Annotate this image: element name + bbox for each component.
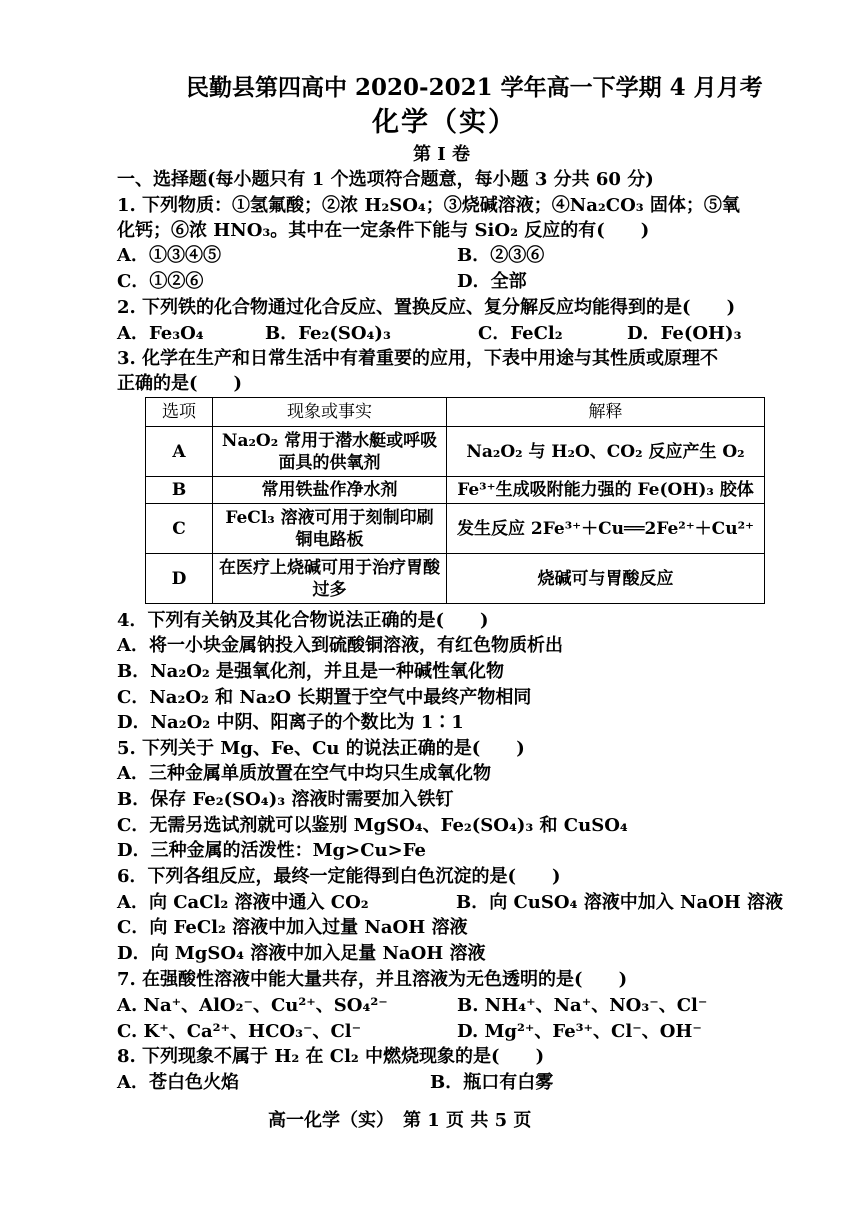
table-cell: 在医疗上烧碱可用于治疗胃酸过多 bbox=[213, 554, 447, 604]
q6-option-a: A．向 CaCl₂ 溶液中通入 CO₂ bbox=[117, 892, 369, 913]
table-cell: 烧碱可与胃酸反应 bbox=[447, 554, 765, 604]
table-row bbox=[146, 477, 765, 504]
q6-option-c: C．向 FeCl₂ 溶液中加入过量 NaOH 溶液 bbox=[117, 917, 468, 938]
q7-option-b: B. NH₄⁺、Na⁺、NO₃⁻、Cl⁻ bbox=[457, 995, 708, 1016]
q3-stem-line1: 3. 化学在生产和日常生活中有着重要的应用，下表中用途与其性质或原理不 bbox=[117, 348, 719, 369]
table-row bbox=[146, 427, 765, 477]
q1-option-b: B．②③⑥ bbox=[457, 245, 545, 266]
q4-option-b: B．Na₂O₂ 是强氧化剂，并且是一种碱性氧化物 bbox=[117, 661, 505, 682]
q1-option-d: D．全部 bbox=[457, 271, 527, 292]
table-cell: Fe³⁺生成吸附能力强的 Fe(OH)₃ 胶体 bbox=[447, 477, 765, 504]
exam-title: 民勤县第四高中 2020-2021 学年高一下学期 4 月月考 bbox=[186, 74, 763, 101]
q3-table bbox=[145, 397, 765, 604]
table-header-cell: 解释 bbox=[447, 398, 765, 427]
q7-option-a: A. Na⁺、AlO₂⁻、Cu²⁺、SO₄²⁻ bbox=[117, 995, 388, 1016]
q8-option-b: B．瓶口有白雾 bbox=[430, 1072, 554, 1093]
q3-stem-line2: 正确的是( ) bbox=[117, 373, 243, 394]
section-heading: 一、选择题(每小题只有 1 个选项符合题意，每小题 3 分共 60 分) bbox=[117, 169, 654, 190]
table-header-row bbox=[146, 398, 765, 427]
q1-stem-line2: 化钙；⑥浓 HNO₃。其中在一定条件下能与 SiO₂ 反应的有( ) bbox=[117, 220, 650, 241]
q2-option-c: C．FeCl₂ bbox=[478, 323, 563, 344]
q7-option-d: D. Mg²⁺、Fe³⁺、Cl⁻、OH⁻ bbox=[457, 1021, 702, 1042]
page-footer: 高一化学（实） 第 1 页 共 5 页 bbox=[268, 1110, 532, 1131]
table-row bbox=[146, 504, 765, 554]
table-cell: FeCl₃ 溶液可用于刻制印刷铜电路板 bbox=[213, 504, 447, 554]
q4-option-d: D．Na₂O₂ 中阴、阳离子的个数比为 1∶1 bbox=[117, 712, 464, 733]
q2-stem: 2. 下列铁的化合物通过化合反应、置换反应、复分解反应均能得到的是( ) bbox=[117, 297, 736, 318]
table-cell: B bbox=[146, 477, 213, 504]
q2-option-d: D．Fe(OH)₃ bbox=[627, 323, 742, 344]
q5-option-d: D．三种金属的活泼性：Mg>Cu>Fe bbox=[117, 840, 426, 861]
table-header-cell: 选项 bbox=[146, 398, 213, 427]
table-cell: Na₂O₂ 与 H₂O、CO₂ 反应产生 O₂ bbox=[447, 427, 765, 477]
table-cell: C bbox=[146, 504, 213, 554]
q4-option-c: C．Na₂O₂ 和 Na₂O 长期置于空气中最终产物相同 bbox=[117, 687, 532, 708]
q2-option-a: A．Fe₃O₄ bbox=[117, 323, 204, 344]
q5-option-a: A．三种金属单质放置在空气中均只生成氧化物 bbox=[117, 763, 491, 784]
subject-title: 化学（实） bbox=[372, 107, 517, 138]
q4-option-a: A．将一小块金属钠投入到硫酸铜溶液，有红色物质析出 bbox=[117, 635, 563, 656]
q1-option-a: A．①③④⑤ bbox=[117, 245, 221, 266]
q1-stem-line1: 1. 下列物质：①氢氟酸；②浓 H₂SO₄；③烧碱溶液；④Na₂CO₃ 固体；⑤氧 bbox=[117, 195, 740, 216]
table-cell: D bbox=[146, 554, 213, 604]
q5-stem: 5. 下列关于 Mg、Fe、Cu 的说法正确的是( ) bbox=[117, 738, 525, 759]
q6-option-b: B．向 CuSO₄ 溶液中加入 NaOH 溶液 bbox=[456, 892, 784, 913]
q5-option-b: B．保存 Fe₂(SO₄)₃ 溶液时需要加入铁钉 bbox=[117, 789, 454, 810]
table-cell: 常用铁盐作净水剂 bbox=[213, 477, 447, 504]
q6-stem: 6．下列各组反应，最终一定能得到白色沉淀的是( ) bbox=[117, 866, 561, 887]
volume-label: 第 I 卷 bbox=[413, 144, 470, 165]
q5-option-c: C．无需另选试剂就可以鉴别 MgSO₄、Fe₂(SO₄)₃ 和 CuSO₄ bbox=[117, 815, 628, 836]
table-cell: 发生反应 2Fe³⁺＋Cu══2Fe²⁺＋Cu²⁺ bbox=[447, 504, 765, 554]
q4-stem: 4．下列有关钠及其化合物说法正确的是( ) bbox=[117, 610, 489, 631]
q8-stem: 8. 下列现象不属于 H₂ 在 Cl₂ 中燃烧现象的是( ) bbox=[117, 1046, 545, 1067]
q7-stem: 7. 在强酸性溶液中能大量共存，并且溶液为无色透明的是( ) bbox=[117, 969, 628, 990]
table-header-cell: 现象或事实 bbox=[213, 398, 447, 427]
q7-option-c: C. K⁺、Ca²⁺、HCO₃⁻、Cl⁻ bbox=[117, 1021, 362, 1042]
q1-option-c: C．①②⑥ bbox=[117, 271, 204, 292]
q2-option-b: B．Fe₂(SO₄)₃ bbox=[265, 323, 391, 344]
q6-option-d: D．向 MgSO₄ 溶液中加入足量 NaOH 溶液 bbox=[117, 943, 486, 964]
table-cell: A bbox=[146, 427, 213, 477]
table-cell: Na₂O₂ 常用于潜水艇或呼吸面具的供氧剂 bbox=[213, 427, 447, 477]
q8-option-a: A．苍白色火焰 bbox=[117, 1072, 239, 1093]
table-row bbox=[146, 554, 765, 604]
